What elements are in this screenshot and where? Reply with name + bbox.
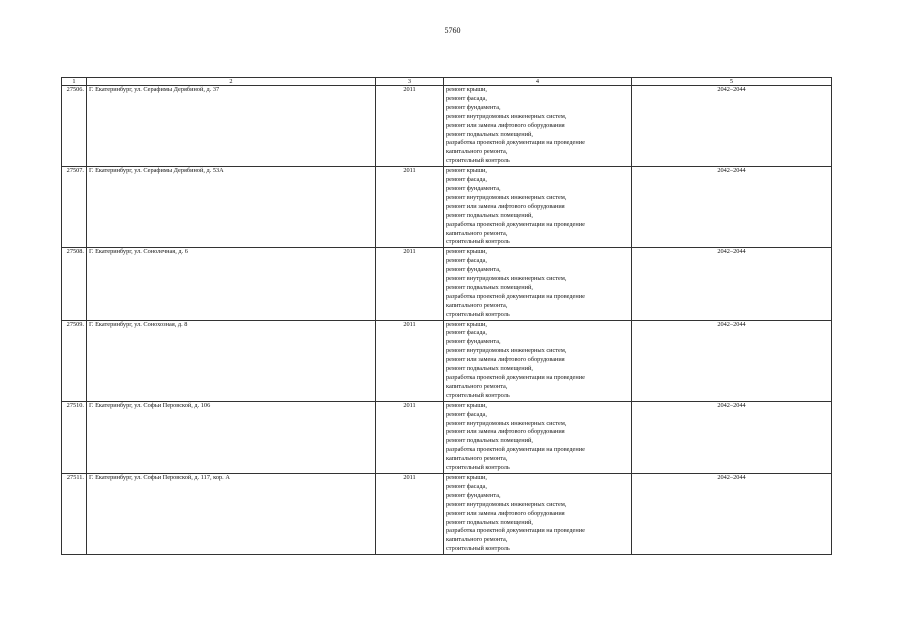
row-works (444, 86, 632, 167)
row-address: Г. Екатеринбург, ул. Сонохозная, д. 8 (87, 320, 376, 401)
work-item: ремонт внутридомовых инженерных систем, (446, 500, 567, 508)
row-period: 2042–2044 (632, 167, 832, 248)
work-item: ремонт или замена лифтового оборудования (446, 121, 565, 129)
work-item: разработка проектной документации на проведение (446, 292, 585, 300)
table-row (62, 248, 832, 320)
work-item: ремонт подвальных помещений, (446, 437, 533, 445)
column-header-4: 4 (444, 78, 632, 86)
work-item: ремонт фундамента, (446, 266, 501, 274)
row-number: 27506. (62, 86, 87, 167)
row-number: 27510. (62, 401, 87, 473)
row-year: 2011 (376, 473, 444, 554)
row-works (444, 248, 632, 320)
work-item: ремонт крыши, (446, 167, 488, 175)
table-row (62, 86, 832, 167)
table-header (62, 78, 832, 86)
work-item: ремонт крыши, (446, 320, 488, 328)
row-works (444, 473, 632, 554)
work-item: строительный контроль (446, 391, 510, 399)
column-header-5: 5 (632, 78, 832, 86)
row-address: Г. Екатеринбург, ул. Софьи Перовской, д. 117, кор. А (87, 473, 376, 554)
work-item: капитального ремонта, (446, 536, 508, 544)
row-period: 2042–2044 (632, 473, 832, 554)
work-item: ремонт внутридомовых инженерных систем, (446, 419, 567, 427)
work-item: строительный контроль (446, 157, 510, 165)
work-item: ремонт фасада, (446, 410, 487, 418)
work-item: разработка проектной документации на проведение (446, 374, 585, 381)
row-address: Г. Екатеринбург, ул. Софьи Перовской, д. 106 (87, 401, 376, 473)
work-item: разработка проектной документации на проведение (446, 446, 585, 454)
work-item: ремонт фасада, (446, 94, 487, 102)
column-header-2: 2 (87, 78, 376, 86)
work-item: разработка проектной документации на проведение (446, 220, 585, 228)
row-period: 2042–2044 (632, 320, 832, 401)
work-item: ремонт подвальных помещений, (446, 518, 533, 526)
work-item: ремонт внутридомовых инженерных систем, (446, 347, 567, 355)
row-number: 27508. (62, 248, 87, 320)
work-item: ремонт фасада, (446, 257, 487, 265)
work-item: ремонт фундамента, (446, 491, 501, 499)
table-row (62, 473, 832, 554)
row-number: 27507. (62, 167, 87, 248)
repair-schedule-table (61, 77, 832, 555)
work-item: капитального ремонта, (446, 301, 508, 309)
row-address: Г. Екатеринбург, ул. Сонолечная, д. 6 (87, 248, 376, 320)
work-item: ремонт фундамента, (446, 103, 501, 111)
row-address: Г. Екатеринбург, ул. Серафимы Дерябиной, д. 37 (87, 86, 376, 167)
column-header-3: 3 (376, 78, 444, 86)
work-item: ремонт или замена лифтового оборудования (446, 428, 565, 436)
work-item: ремонт или замена лифтового оборудования (446, 356, 565, 364)
work-item: ремонт подвальных помещений, (446, 365, 533, 373)
header-row (62, 78, 832, 86)
row-year: 2011 (376, 401, 444, 473)
row-works (444, 401, 632, 473)
work-item: ремонт крыши, (446, 86, 488, 93)
work-item: ремонт фундамента, (446, 184, 501, 192)
work-item: ремонт крыши, (446, 248, 488, 256)
work-item: ремонт крыши, (446, 401, 488, 409)
row-period: 2042–2044 (632, 86, 832, 167)
work-item: ремонт фундамента, (446, 338, 501, 346)
work-item: ремонт подвальных помещений, (446, 211, 533, 219)
work-item: капитального ремонта, (446, 455, 508, 463)
work-item: ремонт внутридомовых инженерных систем, (446, 112, 567, 120)
row-works (444, 320, 632, 401)
row-address: Г. Екатеринбург, ул. Серафимы Дерябиной, д. 53А (87, 167, 376, 248)
row-year: 2011 (376, 167, 444, 248)
table-body (62, 86, 832, 555)
row-number: 27509. (62, 320, 87, 401)
row-period: 2042–2044 (632, 401, 832, 473)
table-row (62, 167, 832, 248)
row-year: 2011 (376, 320, 444, 401)
table-row (62, 401, 832, 473)
work-item: ремонт подвальных помещений, (446, 283, 533, 291)
work-item: ремонт фасада, (446, 329, 487, 337)
row-works (444, 167, 632, 248)
work-item: ремонт фасада, (446, 176, 487, 184)
column-header-1: 1 (62, 78, 87, 86)
row-year: 2011 (376, 248, 444, 320)
work-item: ремонт подвальных помещений, (446, 130, 533, 138)
row-period: 2042–2044 (632, 248, 832, 320)
work-item: ремонт крыши, (446, 473, 488, 481)
work-item: разработка проектной документации на проведение (446, 139, 585, 147)
work-item: строительный контроль (446, 310, 510, 318)
row-year: 2011 (376, 86, 444, 167)
row-number: 27511. (62, 473, 87, 554)
work-item: ремонт внутридомовых инженерных систем, (446, 275, 567, 283)
work-item: ремонт внутридомовых инженерных систем, (446, 193, 567, 201)
work-item: строительный контроль (446, 545, 510, 553)
work-item: капитального ремонта, (446, 382, 508, 390)
work-item: ремонт или замена лифтового оборудования (446, 202, 565, 210)
work-item: капитального ремонта, (446, 148, 508, 156)
table-row (62, 320, 832, 401)
work-item: строительный контроль (446, 464, 510, 472)
work-item: ремонт фасада, (446, 482, 487, 490)
work-item: ремонт или замена лифтового оборудования (446, 509, 565, 517)
work-item: разработка проектной документации на проведение (446, 527, 585, 535)
work-item: строительный контроль (446, 238, 510, 246)
page-number: 5760 (444, 26, 461, 35)
work-item: капитального ремонта, (446, 229, 508, 237)
